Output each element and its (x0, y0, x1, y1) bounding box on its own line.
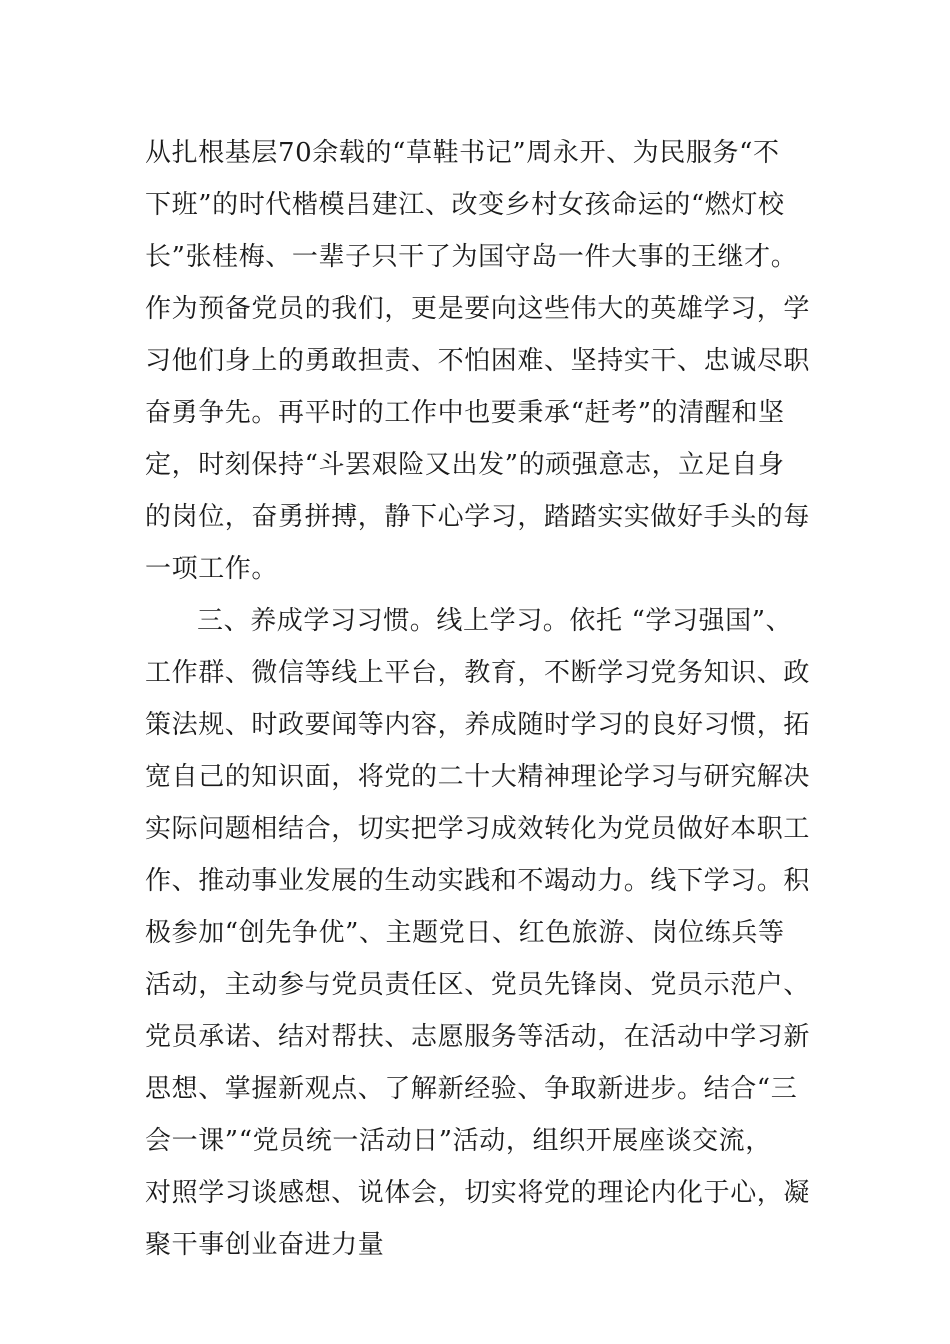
text-line: 聚干事创业奋进力量 (145, 1230, 385, 1260)
text-line: 下班”的时代楷模吕建江、改变乡村女孩命运的“燃灯校 (145, 190, 785, 220)
text-line: 一项工作。 (145, 554, 279, 584)
text-line: 会一课”“党员统一活动日”活动，组织开展座谈交流， (145, 1126, 772, 1156)
text-line: 习他们身上的勇敢担责、不怕困难、坚持实干、忠诚尽职 (145, 346, 811, 376)
text-line: 从扎根基层70余载的“草鞋书记”周永开、为民服务“不 (145, 138, 780, 168)
text-line: 作、推动事业发展的生动实践和不竭动力。线下学习。积 (145, 866, 811, 896)
text-line: 极参加“创先争优”、主题党日、红色旅游、岗位练兵等 (145, 918, 785, 948)
document-body (145, 127, 815, 1271)
text-line: 活动，主动参与党员责任区、党员先锋岗、党员示范户、 (145, 970, 811, 1000)
text-line: 长”张桂梅、一辈子只干了为国守岛一件大事的王继才。 (145, 242, 798, 272)
text-line: 实际问题相结合，切实把学习成效转化为党员做好本职工 (145, 814, 811, 844)
text-line: 思想、掌握新观点、了解新经验、争取新进步。结合“三 (145, 1074, 798, 1104)
text-line: 工作群、微信等线上平台，教育，不断学习党务知识、政 (145, 658, 811, 688)
text-line: 党员承诺、结对帮扶、志愿服务等活动，在活动中学习新 (145, 1022, 811, 1052)
text-line: 的岗位，奋勇拼搏，静下心学习，踏踏实实做好手头的每 (145, 502, 811, 532)
text-line: 策法规、时政要闻等内容，养成随时学习的良好习惯，拓 (145, 710, 811, 740)
text-line: 宽自己的知识面，将党的二十大精神理论学习与研究解决 (145, 762, 811, 792)
text-line: 作为预备党员的我们，更是要向这些伟大的英雄学习，学 (145, 294, 811, 324)
section-heading-line: 三、养成学习习惯。线上学习。依托 “学习强国”、 (197, 606, 793, 636)
text-line: 定，时刻保持“斗罢艰险又出发”的顽强意志，立足自身 (145, 450, 785, 480)
text-line: 对照学习谈感想、说体会，切实将党的理论内化于心，凝 (145, 1178, 811, 1208)
text-line: 奋勇争先。再平时的工作中也要秉承“赶考”的清醒和坚 (145, 398, 785, 428)
